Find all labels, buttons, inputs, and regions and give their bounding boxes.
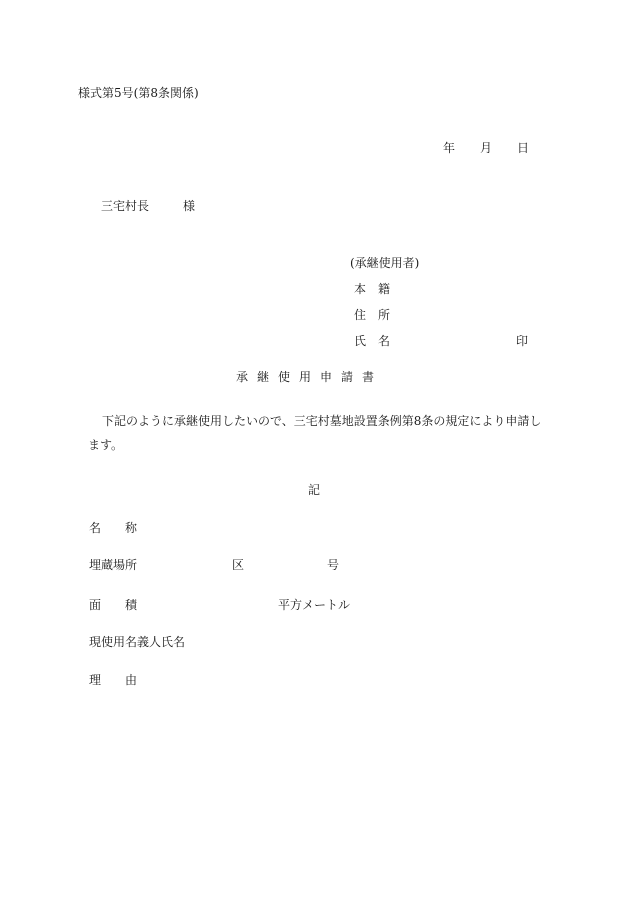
- field-current-user-label: 現使用名義人氏名: [89, 635, 186, 649]
- field-name: [89, 521, 137, 535]
- applicant-domicile-label: 本 籍: [354, 282, 391, 296]
- field-burial-place-label: 埋蔵場所: [89, 558, 138, 572]
- applicant-block: [350, 256, 530, 360]
- form-number: 様式第5号(第8条関係): [78, 86, 199, 100]
- field-reason-label: 理 由: [89, 673, 138, 687]
- document-title: 承継使用申請書: [236, 370, 384, 384]
- field-ku-label: 区: [232, 558, 245, 572]
- field-current-user: [89, 635, 185, 649]
- applicant-address-label: 住 所: [354, 308, 391, 322]
- date-row: [443, 141, 529, 155]
- field-area-unit: 平方メートル: [278, 598, 351, 612]
- applicant-name-label: 氏 名: [354, 334, 391, 348]
- field-area-label: 面 積: [89, 598, 138, 612]
- applicant-address-row: [350, 308, 530, 334]
- date-year-label: 年: [443, 141, 456, 155]
- ki-heading: 記: [308, 483, 321, 497]
- applicant-name-row: [350, 334, 530, 360]
- applicant-domicile-row: [350, 282, 530, 308]
- field-reason: [89, 673, 137, 687]
- addressee-honorific: 様: [183, 199, 196, 213]
- field-name-label: 名 称: [89, 521, 138, 535]
- applicant-heading: (承継使用者): [350, 256, 420, 270]
- seal-mark: 印: [516, 334, 529, 348]
- field-burial-place: [89, 558, 389, 572]
- field-go-label: 号: [327, 558, 340, 572]
- body-text: 下記のように承継使用したいので、三宅村墓地設置条例第8条の規定により申請します。: [88, 414, 542, 452]
- date-month-label: 月: [480, 141, 493, 155]
- addressee: [101, 199, 195, 213]
- addressee-title: 三宅村長: [101, 199, 150, 213]
- applicant-heading-row: [350, 256, 530, 282]
- field-area: [89, 598, 389, 612]
- date-day-label: 日: [517, 141, 530, 155]
